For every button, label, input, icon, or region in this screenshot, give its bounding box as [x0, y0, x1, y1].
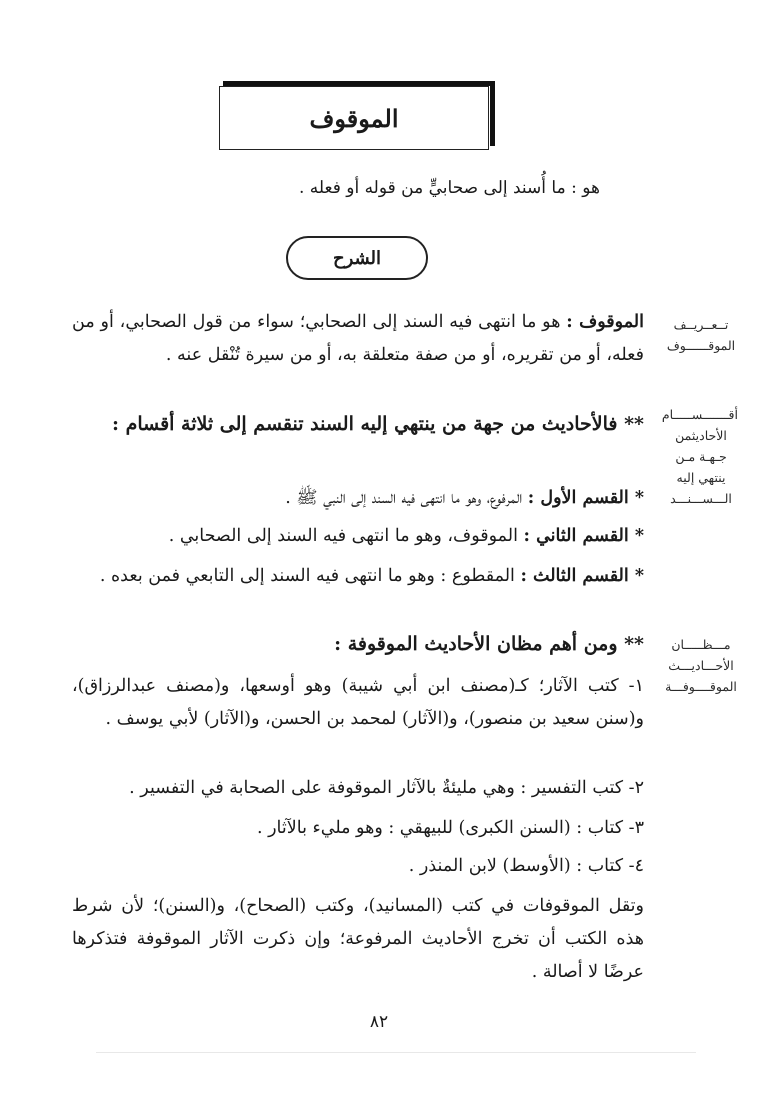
- chapter-title-box: [219, 86, 489, 150]
- paragraph-sources-heading: ** ومن أهم مظان الأحاديث الموقوفة :: [334, 633, 644, 655]
- page-edge-line: [96, 1052, 696, 1053]
- division-text: الموقوف، وهو ما انتهى فيه السند إلى الصحابي .: [168, 526, 524, 546]
- sharh-heading: الشرح: [286, 236, 428, 280]
- side-note-definition: [664, 314, 738, 356]
- side-note-line: الموقــــوفـــة: [665, 679, 737, 694]
- side-note-sources: [664, 634, 738, 697]
- page-number: ٨٢: [369, 1012, 389, 1032]
- paragraph-definition: [72, 306, 644, 372]
- division-text: المقطوع : وهو ما انتهى فيه السند إلى التابعي فمن بعده .: [99, 566, 521, 586]
- closing-paragraph: وتقل الموقوفات في كتب (المسانيد)، وكتب (الصحاح)، و(السنن)؛ لأن شرط هذه الكتب أن تخرج الأحاديث المرفوعة؛ وإن ذكرت الآثار الموقوفة فتذكرها عرضًا لا أصالة .: [72, 896, 644, 982]
- side-note-line: الأحاديثمن: [675, 428, 727, 443]
- division-label: * القسم الثاني :: [523, 526, 644, 546]
- paragraph-text: هو ما انتهى فيه السند إلى الصحابي؛ سواء من قول الصحابي، أو من فعله، أو من تقريره، أو من صفة متعلقة به، أو من سيرة تُنْقل عنه .: [72, 312, 644, 365]
- source-item: ١- كتب الآثار؛ كـ(مصنف ابن أبي شيبة) وهو أوسعها، و(مصنف عبدالرزاق)، و(سنن سعيد بن منصور)، و(الآثار) لمحمد بن الحسن، و(الآثار) لأبي يوسف .: [72, 676, 644, 729]
- definition-text: هو : ما أُسند إلى صحابيٍّ من قوله أو فعله .: [298, 178, 600, 198]
- division-item: [72, 560, 644, 593]
- division-item: [72, 482, 644, 515]
- side-note-line: مـــظـــــان: [671, 637, 731, 652]
- side-note-line: الأحـــاديـــث: [668, 658, 734, 673]
- source-item: ٢- كتب التفسير : وهي مليئةٌ بالآثار الموقوفة على الصحابة في التفسير .: [129, 778, 644, 798]
- chapter-title: الموقوف: [309, 103, 399, 133]
- division-label: * القسم الأول :: [527, 488, 644, 508]
- source-item: ٤- كتاب : (الأوسط) لابن المنذر .: [408, 856, 644, 876]
- division-label: * القسم الثالث :: [520, 566, 644, 586]
- paragraph-divisions-heading: ** فالأحاديث من جهة من ينتهي إليه السند تنقسم إلى ثلاثة أقسام :: [111, 413, 644, 435]
- side-note-line: تــعــريــف: [673, 317, 729, 332]
- side-note-line: الـــســـنـــد: [670, 491, 732, 506]
- side-note-divisions: [661, 404, 738, 509]
- side-note-line: جـهـة مـن: [675, 449, 727, 464]
- source-item: ٣- كتاب : (السنن الكبرى) للبيهقي : وهو مليء بالآثار .: [256, 818, 644, 838]
- side-note-line: أقـــــــســـــام: [661, 407, 738, 422]
- division-item: [72, 520, 644, 553]
- side-note-line: ينتهي إليه: [676, 470, 726, 485]
- division-text: المرفوع، وهو ما انتهى فيه السند إلى النبي ﷺ .: [285, 488, 528, 508]
- side-note-line: الموقــــــوف: [666, 338, 736, 353]
- term-label: الموقوف :: [566, 312, 645, 332]
